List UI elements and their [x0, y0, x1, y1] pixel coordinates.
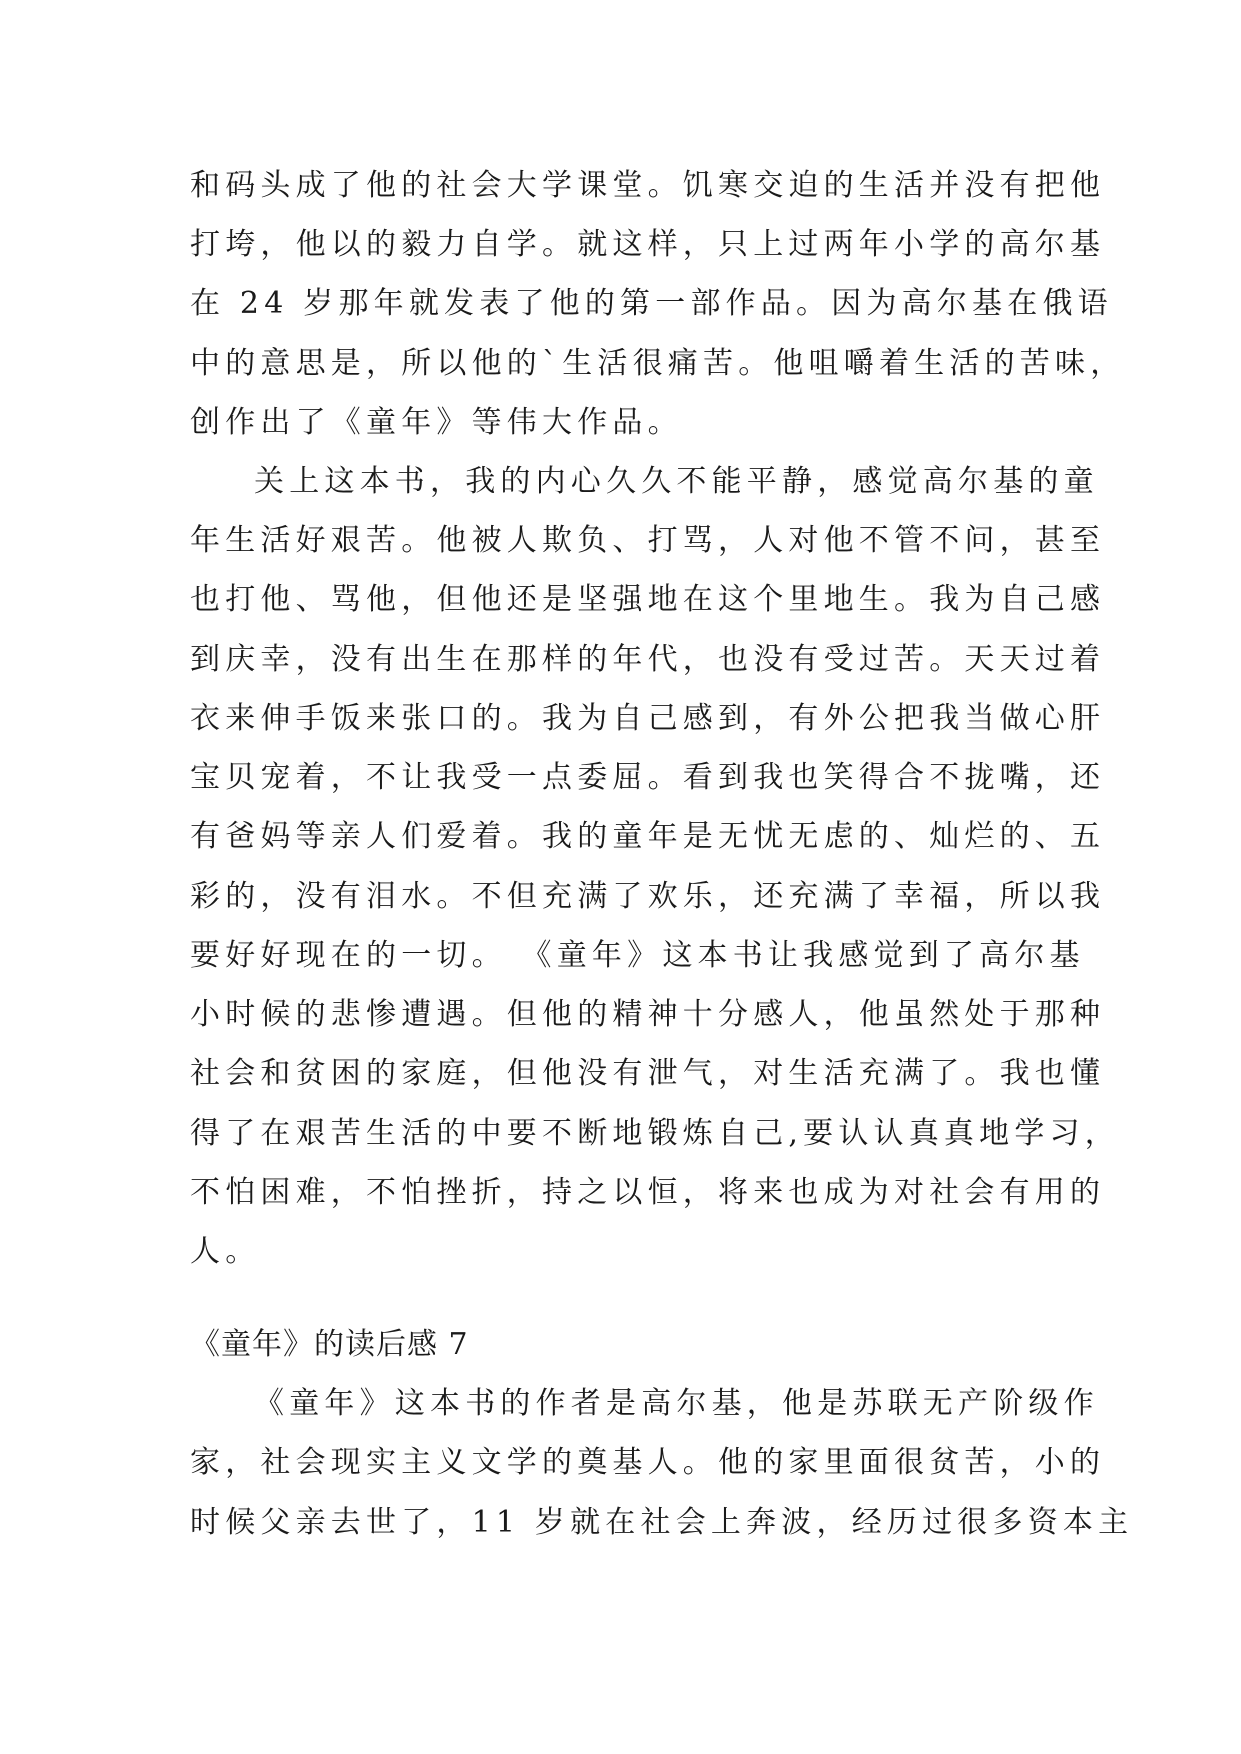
paragraph-line: 彩的，没有泪水。不但充满了欢乐，还充满了幸福，所以我: [190, 879, 1106, 914]
paragraph-line: 有爸妈等亲人们爱着。我的童年是无忧无虑的、灿烂的、五: [190, 819, 1106, 854]
paragraph-line: 和码头成了他的社会大学课堂。饥寒交迫的生活并没有把他: [190, 168, 1106, 203]
paragraph-line: 关上这本书，我的内心久久不能平静，感觉高尔基的童: [254, 464, 1099, 499]
paragraph-line: 家，社会现实主义文学的奠基人。他的家里面很贫苦，小的: [190, 1445, 1106, 1480]
paragraph-line: 小时候的悲惨遭遇。但他的精神十分感人，他虽然处于那种: [190, 997, 1106, 1032]
paragraph-line: 社会和贫困的家庭，但他没有泄气，对生活充满了。我也懂: [190, 1056, 1106, 1091]
paragraph-line: 创作出了《童年》等伟大作品。: [190, 405, 683, 440]
paragraph-line: 打垮，他以的毅力自学。就这样，只上过两年小学的高尔基: [190, 227, 1106, 262]
paragraph-line: 到庆幸，没有出生在那样的年代，也没有受过苦。天天过着: [190, 642, 1106, 677]
paragraph-line: 也打他、骂他，但他还是坚强地在这个里地生。我为自己感: [190, 582, 1106, 617]
paragraph-line: 不怕困难，不怕挫折，持之以恒，将来也成为对社会有用的: [190, 1175, 1106, 1210]
paragraph-line: 宝贝宠着，不让我受一点委屈。看到我也笑得合不拢嘴，还: [190, 760, 1106, 795]
paragraph-line: 在 24 岁那年就发表了他的第一部作品。因为高尔基在俄语: [190, 286, 1113, 321]
paragraph-line: 年生活好艰苦。他被人欺负、打骂，人对他不管不问，甚至: [190, 523, 1106, 558]
paragraph-line: 要好好现在的一切。 《童年》这本书让我感觉到了高尔基: [190, 938, 1085, 973]
paragraph-line: 时候父亲去世了，11 岁就在社会上奔波，经历过很多资本主: [190, 1505, 1134, 1540]
paragraph-line: 《童年》这本书的作者是高尔基，他是苏联无产阶级作: [254, 1386, 1099, 1421]
paragraph-line: 中的意思是，所以他的`生活很痛苦。他咀嚼着生活的苦味，: [190, 346, 1126, 381]
paragraph-line: 得了在艰苦生活的中要不断地锻炼自己,要认认真真地学习，: [190, 1116, 1120, 1151]
paragraph-line: 人。: [190, 1234, 261, 1269]
paragraph-line: 衣来伸手饭来张口的。我为自己感到，有外公把我当做心肝: [190, 701, 1106, 736]
section-title: 《童年》的读后感 7: [190, 1327, 469, 1362]
